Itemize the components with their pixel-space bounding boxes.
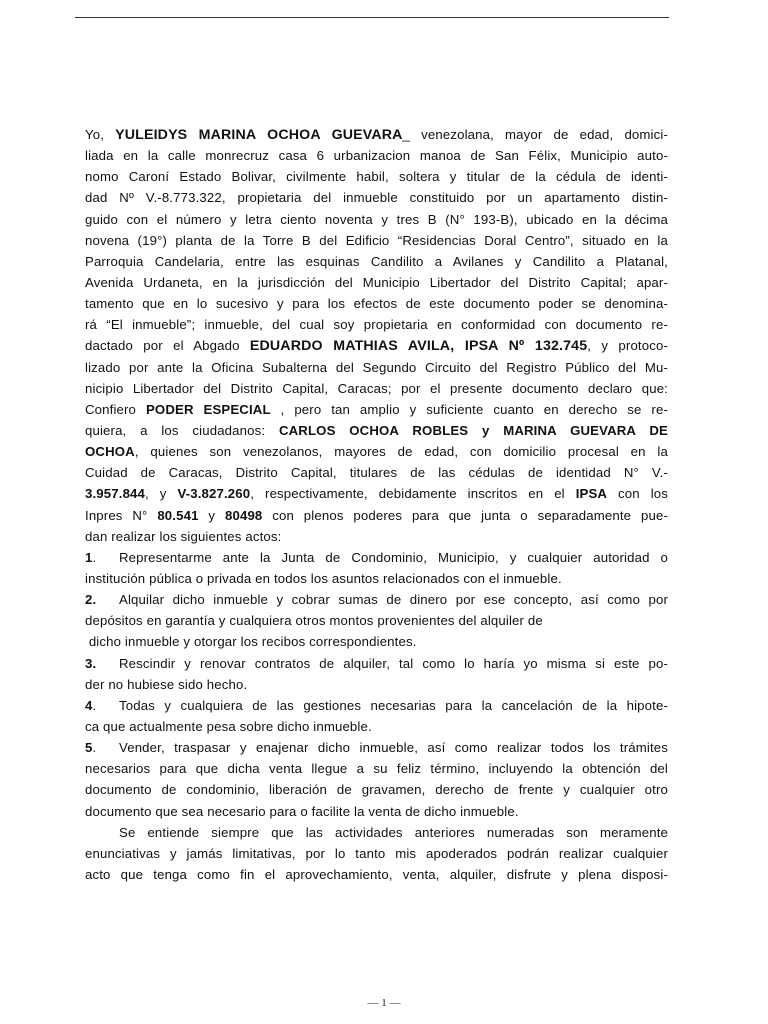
list-item-1-line-1: 1. Representarme ante la Junta de Condominio, Municipio, y cualquier autoridad o <box>85 547 668 568</box>
line-6: novena (19°) planta de la Torre B del Edificio “Residencias Doral Centro”, situado en la <box>85 232 668 248</box>
list-item-4-line-1: 4. Todas y cualquiera de las gestiones necesarias para la cancelación de la hipote- <box>85 695 668 716</box>
closing-line-2: enunciativas y jamás limitativas, por lo tanto mis apoderados podrán realizar cualquier <box>85 845 668 861</box>
list-item-number: 4. <box>85 697 97 713</box>
line-14: Confiero PODER ESPECIAL , pero tan amplio y suficiente cuanto en derecho se re- <box>85 401 668 417</box>
line-18: 3.957.844, y V-3.827.260, respectivamente, debidamente inscritos en el IPSA con los <box>85 486 668 502</box>
list-item-2-line-3: dicho inmueble y otorgar los recibos correspondientes. <box>85 634 417 650</box>
list-item-3-line-2: der no hubiese sido hecho. <box>85 676 248 692</box>
page-number: — 1 — <box>367 997 401 1009</box>
list-item-4-line-2: ca que actualmente pesa sobre dicho inmueble. <box>85 718 372 734</box>
line-10: rá “El inmueble”; inmueble, del cual soy propietaria en conformidad con documento re- <box>85 317 668 333</box>
line-15: quiera, a los ciudadanos: CARLOS OCHOA ROBLES y MARINA GUEVARA DE <box>85 422 668 438</box>
line-2: liada en la calle monrecruz casa 6 urbanizacion manoa de San Félix, Municipio auto- <box>85 148 668 164</box>
line-16: OCHOA, quienes son venezolanos, mayores de edad, con domicilio procesal en la <box>85 444 668 460</box>
list-item-3-line-1: 3. Rescindir y renovar contratos de alquiler, tal como lo haría yo misma si este po- <box>85 653 668 674</box>
top-rule <box>75 17 669 18</box>
list-item-2-line-2: depósitos en garantía y cualquiera otros montos provenientes del alquiler de <box>85 613 543 629</box>
list-item-number: 3. <box>85 655 97 671</box>
line-20: dan realizar los siguientes actos: <box>85 528 282 544</box>
line-3: nomo Caroní Estado Bolivar, civilmente habil, soltera y titular de la cédula de identi- <box>85 169 668 185</box>
line-19: Inpres N° 80.541 y 80498 con plenos poderes para que junta o separadamente pue- <box>85 507 668 523</box>
closing-line-1: Se entiende siempre que las actividades anteriores numeradas son meramente <box>119 824 668 840</box>
line-9: tamento que en lo sucesivo y para los efectos de este documento poder se denomina- <box>85 296 668 312</box>
list-item-number: 5. <box>85 740 97 756</box>
closing-line-3: acto que tenga como fin el aprovechamiento, venta, alquiler, disfrute y plena disposi- <box>85 866 668 882</box>
list-item-number: 1. <box>85 549 97 565</box>
list-item-5-line-3: documento de condominio, liberación de gravamen, derecho de frente y cualquier otro <box>85 782 668 798</box>
line-11: dactado por el Abgado EDUARDO MATHIAS AVILA, IPSA Nº 132.745, y protoco- <box>85 338 669 355</box>
line-13: nicipio Libertador del Distrito Capital, Caracas; por el presente documento declaro que: <box>85 380 668 396</box>
line-17: Cuidad de Caracas, Distrito Capital, titulares de las cédulas de identidad N° V.- <box>85 465 668 481</box>
list-item-number: 2. <box>85 592 97 608</box>
line-4: dad Nº V.-8.773.322, propietaria del inmueble constituido por un apartamento distin- <box>85 190 668 206</box>
document-body <box>85 124 668 885</box>
list-item-1-line-2: institución pública o privada en todos los asuntos relacionados con el inmueble. <box>85 570 562 586</box>
line-5: guido con el número y letra ciento noventa y tres B (N° 193-B), ubicado en la décima <box>85 211 668 227</box>
line-8: Avenida Urdaneta, en la jurisdicción del Municipio Libertador del Distrito Capital; apar- <box>85 274 668 290</box>
list-item-5-line-4: documento que sea necesario para o facilite la venta de dicho inmueble. <box>85 803 519 819</box>
line-1: Yo, YULEIDYS MARINA OCHOA GUEVARA_ venezolana, mayor de edad, domici- <box>85 127 668 143</box>
list-item-5-line-1: 5. Vender, traspasar y enajenar dicho inmueble, así como realizar todos los trámites <box>85 737 668 758</box>
list-item-5-line-2: necesarios para que dicha venta llegue a su feliz término, incluyendo la obtención del <box>85 761 668 777</box>
line-7: Parroquia Candelaria, entre las esquinas Candilito a Avilanes y Candilito a Platanal, <box>85 253 668 269</box>
line-12: lizado por ante la Oficina Subalterna del Segundo Circuito del Registro Público del Mu- <box>85 359 668 375</box>
list-item-2-line-1: 2. Alquilar dicho inmueble y cobrar sumas de dinero por ese concepto, así como por <box>85 589 668 610</box>
